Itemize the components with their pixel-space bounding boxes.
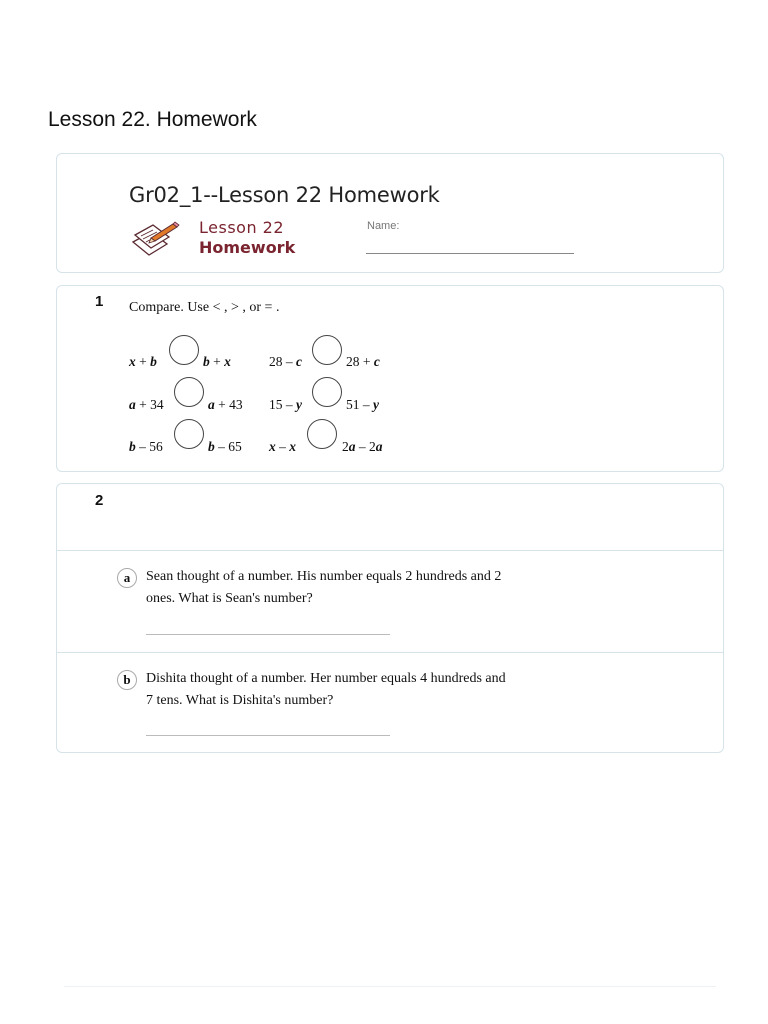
question-number: 1 bbox=[95, 293, 104, 310]
comparison-left: 28 – c bbox=[269, 354, 302, 369]
answer-circle[interactable] bbox=[174, 377, 204, 407]
question-2-card bbox=[56, 483, 724, 753]
footer-divider bbox=[64, 986, 716, 987]
question-1-card bbox=[56, 285, 724, 472]
answer-circle[interactable] bbox=[307, 419, 337, 449]
name-field[interactable] bbox=[366, 253, 574, 254]
homework-logo-icon bbox=[129, 218, 181, 258]
answer-circle[interactable] bbox=[174, 419, 204, 449]
question-number: 2 bbox=[95, 492, 104, 509]
logo-lesson-text: Lesson 22 bbox=[199, 218, 285, 237]
divider bbox=[57, 550, 723, 551]
answer-line[interactable] bbox=[146, 634, 390, 635]
comparison-right: 51 – y bbox=[346, 397, 379, 412]
comparison-left: b – 56 bbox=[129, 439, 163, 454]
worksheet-title: Gr02_1--Lesson 22 Homework bbox=[129, 183, 440, 207]
comparison-right: b – 65 bbox=[208, 439, 242, 454]
comparison-right: 28 + c bbox=[346, 354, 380, 369]
comparison-right: 2a – 2a bbox=[342, 439, 383, 454]
comparison-left: a + 34 bbox=[129, 397, 164, 412]
answer-line[interactable] bbox=[146, 735, 390, 736]
worksheet-header-card bbox=[56, 153, 724, 273]
answer-circle[interactable] bbox=[169, 335, 199, 365]
part-label-badge: b bbox=[117, 670, 137, 690]
logo-homework-text: Homework bbox=[199, 238, 296, 257]
part-label-badge: a bbox=[117, 568, 137, 588]
comparison-left: x + b bbox=[129, 354, 157, 369]
part-question-text: Dishita thought of a number. Her number equals 4 hundreds and 7 tens. What is Dishita's number? bbox=[146, 671, 506, 708]
divider bbox=[57, 652, 723, 653]
name-label: Name: bbox=[367, 220, 400, 232]
comparison-left: 15 – y bbox=[269, 397, 302, 412]
question-instructions: Compare. Use < , > , or = . bbox=[129, 300, 280, 315]
comparison-left: x – x bbox=[269, 439, 296, 454]
answer-circle[interactable] bbox=[312, 377, 342, 407]
comparison-right: b + x bbox=[203, 354, 231, 369]
part-question-text: Sean thought of a number. His number equals 2 hundreds and 2 ones. What is Sean's number? bbox=[146, 569, 502, 606]
page-title: Lesson 22. Homework bbox=[48, 108, 257, 131]
comparison-right: a + 43 bbox=[208, 397, 243, 412]
answer-circle[interactable] bbox=[312, 335, 342, 365]
